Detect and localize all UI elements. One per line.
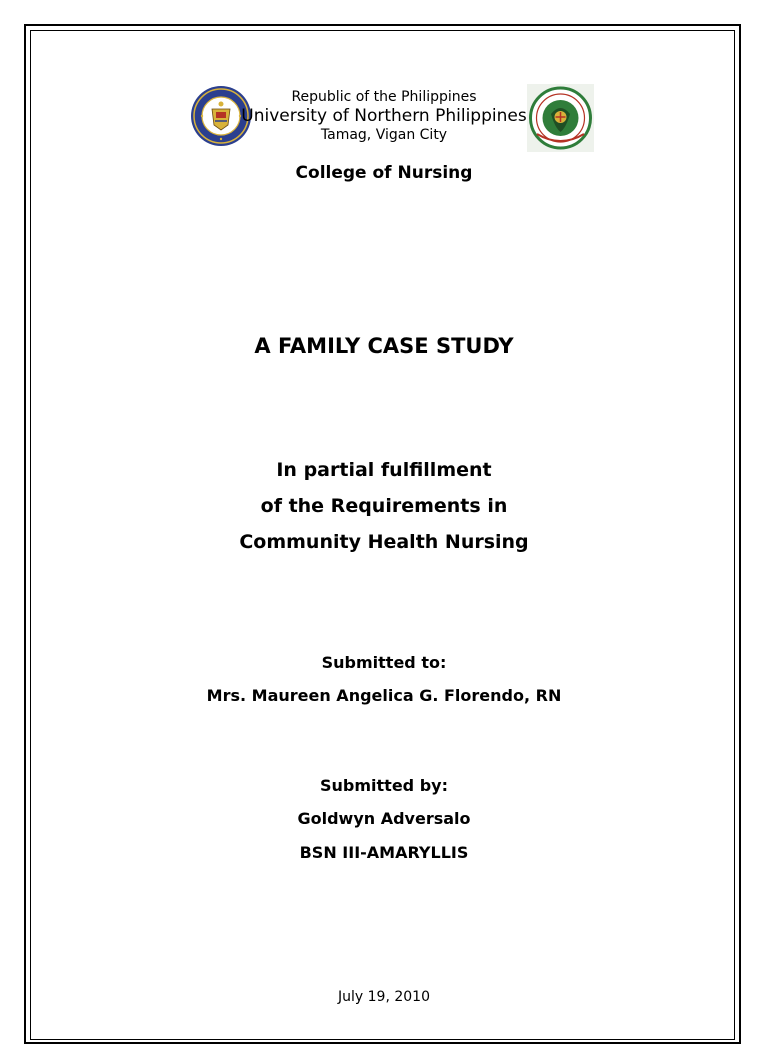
purpose-line-1: In partial fulfillment [276, 459, 492, 481]
university-name: University of Northern Philippines [241, 106, 527, 126]
page-title: A FAMILY CASE STUDY [254, 334, 514, 358]
submitted-by-section: BSN III-AMARYLLIS [299, 843, 469, 862]
submitted-to-name: Mrs. Maureen Angelica G. Florendo, RN [206, 686, 562, 705]
document-date: July 19, 2010 [338, 989, 430, 1005]
republic-line: Republic of the Philippines [291, 89, 477, 105]
university-location: Tamag, Vigan City [320, 127, 448, 143]
college-name: College of Nursing [295, 163, 473, 183]
submitted-by-name: Goldwyn Adversalo [297, 809, 471, 828]
submitted-by-label: Submitted by: [320, 776, 448, 795]
purpose-line-2: of the Requirements in [260, 495, 508, 517]
purpose-line-3: Community Health Nursing [239, 531, 529, 553]
submitted-to-label: Submitted to: [321, 653, 447, 672]
